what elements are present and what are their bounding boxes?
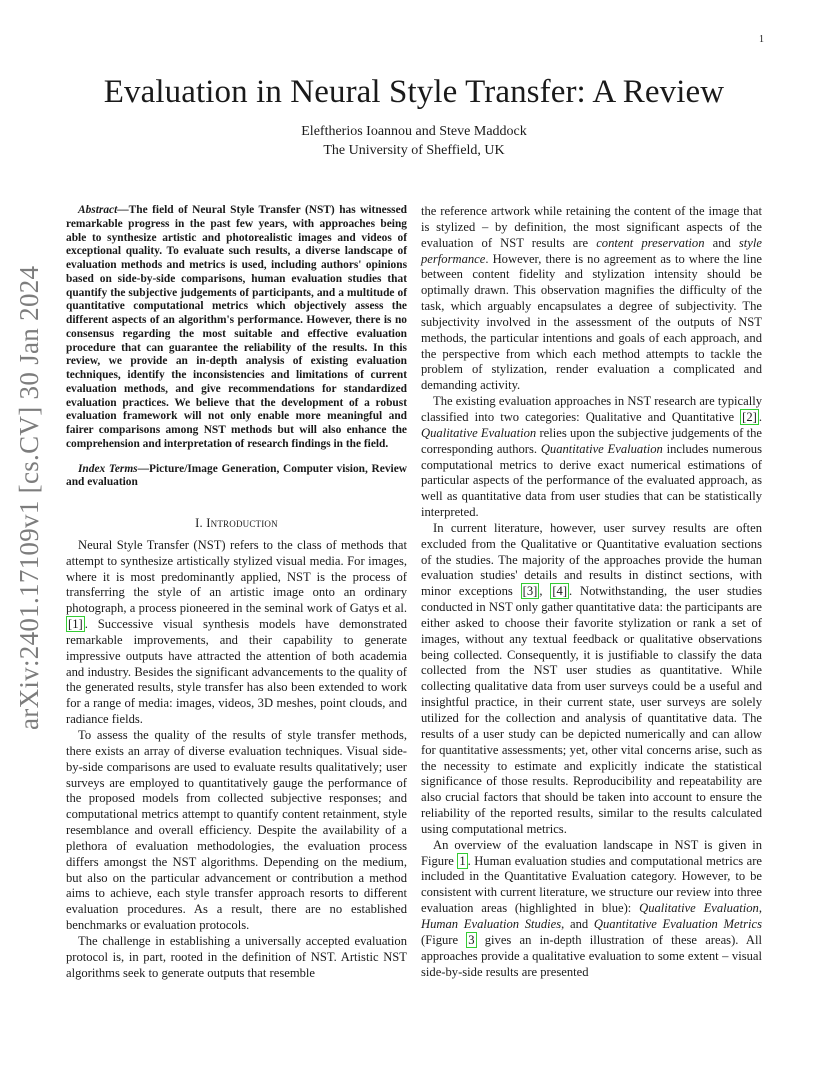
text-span: includes numerous computational metrics to derive exact numerical estimations of particular aspects of the performance of the evaluated approach, as well as quantitative data from user studies that can be statistically interpreted.: [421, 441, 762, 520]
emphasis: content preservation: [596, 235, 705, 250]
authors: Eleftherios Ioannou and Steve Maddock: [301, 124, 527, 139]
author-block: [0, 122, 828, 160]
text-span: and: [704, 235, 739, 250]
intro-paragraph-5: [421, 521, 762, 838]
text-span: . However, there is no agreement as to where the line between content fidelity and stylization intensity should be optimally drawn. This observation magnifies the difficulty of the task, which arguably encapsulates a degree of subjectivity. The subjectivity involved in the assessment of the outputs of NST methods, the particular intentions and goals of each approach, and the perspective from which each method attempts to tackle the problem of stylization, render evaluation a complicated and demanding activity.: [421, 251, 762, 393]
index-terms-text: —Picture/Image Generation, Computer vision, Review and evaluation: [66, 462, 407, 489]
intro-paragraph-3: The challenge in establishing a universally accepted evaluation protocol is, in part, rooted in the definition of NST. Artistic NST algorithms seek to generate outputs that resemble: [66, 933, 407, 980]
emphasis: Human Evaluation Studies: [421, 916, 562, 931]
citation-link-4[interactable]: [4]: [552, 584, 568, 599]
emphasis: Qualitative Evaluation: [639, 901, 759, 916]
text-span: .: [758, 409, 762, 424]
citation-link-3[interactable]: [3]: [522, 584, 538, 599]
intro-paragraph-6: [421, 838, 762, 981]
text-span: An overview of the evaluation landscape in NST is given in Figure: [421, 837, 762, 868]
arxiv-stamp: arXiv:2401.17109v1 [cs.CV] 30 Jan 2024: [14, 265, 44, 730]
text-span: , and: [561, 916, 594, 931]
abstract-lead: Abstract: [78, 204, 118, 216]
affiliation: The University of Sheffield, UK: [323, 143, 505, 158]
section-heading-introduction: I. Introduction: [195, 516, 278, 530]
page-number: 1: [759, 34, 764, 45]
index-terms-lead: Index Terms: [78, 462, 138, 475]
intro-paragraph-3-cont: [421, 204, 762, 394]
index-terms: [66, 463, 407, 491]
emphasis: Qualitative Evaluation: [421, 425, 537, 440]
text-span: The existing evaluation approaches in NST research are typically classified into two categories: Qualitative and Quantitative: [421, 394, 762, 424]
figure-ref-link-3[interactable]: 3: [468, 932, 475, 947]
intro-paragraph-2: To assess the quality of the results of style transfer methods, there exists an array of diverse evaluation techniques. Visual side-by-side comparisons are used to evaluate results qualitatively; user surveys are employed to quantitatively gauge the performance of the proposed models from collected subjective responses; and computational metrics attempt to quantify content retainment, style resemblance and overall efficiency. Despite the availability of a plethora of evaluation methodologies, the evaluation process differs amongst the NST algorithms. Depending on the medium, but also on the particular advancement or contribution a method aims to achieve, each style transfer approach resorts to different evaluation procedures. As a result, there are no established benchmarks or evaluation protocols.: [66, 727, 407, 933]
citation-link-1[interactable]: [1]: [68, 617, 83, 632]
emphasis: style performance: [421, 235, 762, 266]
text-span: relies upon the subjective judgements of the corresponding authors.: [421, 425, 762, 456]
abstract-text: —The field of Neural Style Transfer (NST) has witnessed remarkable progress in the past few years, with approaches being able to synthesize artistic and photorealistic images and videos of exceptional quality. To evaluate such results, a diverse landscape of evaluation methods and metrics is used, including authors' opinions based on side-by-side comparisons, human evaluation studies that quantify the subjective judgements of participants, and a multitude of quantitative computational metrics which objectively assess the different aspects of an algorithm's performance. However, there is no consensus regarding the most suitable and effective evaluation procedure that can guarantee the reliability of the results. In this review, we provide an in-depth analysis of existing evaluation techniques, identify the inconsistencies and limitations of current evaluation methods, and give recommendations for standardized evaluation practices. We believe that the development of a robust evaluation framework will not only enable more meaningful and fairer comparisons among NST methods but will also enhance the comprehension and interpretation of research findings in the field.: [66, 204, 407, 450]
intro-paragraph-4: [421, 394, 762, 521]
emphasis: Quantitative Evaluation: [540, 441, 663, 456]
text-span: ,: [758, 901, 762, 916]
text-span: the reference artwork while retaining the content of the image that is stylized – by definition, the most significant aspects of the evaluation of NST results are: [421, 204, 762, 250]
left-column: [66, 204, 407, 981]
text-span: Neural Style Transfer (NST) refers to the class of methods that attempt to synthesize artistically stylized visual media. For images, where it is most predominantly applied, NST is the process of transferring the style of an artistic image onto an ordinary photograph, a process pioneered in the seminal work of Gatys et al.: [66, 537, 407, 616]
right-column: [421, 204, 762, 980]
text-span: (Figure: [421, 932, 467, 947]
text-span: . Human evaluation studies and computational metrics are included in the Quantitative Evaluation category. However, to be consistent with current literature, we structure our review into three evaluation areas (highlighted in blue):: [421, 853, 763, 916]
emphasis: Quantitative Evaluation Metrics: [593, 916, 762, 931]
text-span: . Notwithstanding, the user studies conducted in NST only gather quantitative data: the participants are either asked to choose their favorite stylization or rank a set of images, without any textual feedback or qualitative observations being collected. Consequently, it is justifiable to classify the data collected from the NST user studies as quantitative. While collecting qualitative data from user surveys could be a useful and insightful practice, in their current state, user surveys are solely utilized for the collection and analysis of quantitative data. The results of a user study can be depicted numerically and can allow for quantitative assessments; yet, other vital concerns arise, such as the necessity to estimate and explicitly indicate the statistical significance of those results. Reproducibility and repeatability are also crucial factors that should be taken into account to ensure the reliability of the reported results, similar to the results calculated using computational metrics.: [421, 584, 762, 836]
citation-link-2[interactable]: [2]: [742, 409, 757, 424]
text-span: In current literature, however, user survey results are often excluded from the Qualitative or Quantitative evaluation sections of the studies. The majority of the approaches provide the human evaluation studies' details and results in distinct sections, with minor exceptions: [421, 520, 762, 599]
figure-ref-link-1[interactable]: 1: [459, 853, 466, 868]
text-span: . Successive visual synthesis models have demonstrated remarkable improvements, and their capability to generate impressive outputs have attracted the attention of both academia and industry. Besides the significant advancements to the quality of the generated results, style transfer has also been extended to work for a range of media: images, videos, 3D meshes, point clouds, and radiance fields.: [66, 617, 407, 727]
intro-paragraph-1: [66, 538, 407, 728]
text-span: gives an in-depth illustration of these areas). All approaches provide a qualitative evaluation to some extent – visual side-by-side results are presented: [421, 932, 762, 979]
abstract: [66, 204, 407, 452]
paper-title: Evaluation in Neural Style Transfer: A Review: [103, 74, 725, 110]
text-span: ,: [539, 584, 551, 599]
